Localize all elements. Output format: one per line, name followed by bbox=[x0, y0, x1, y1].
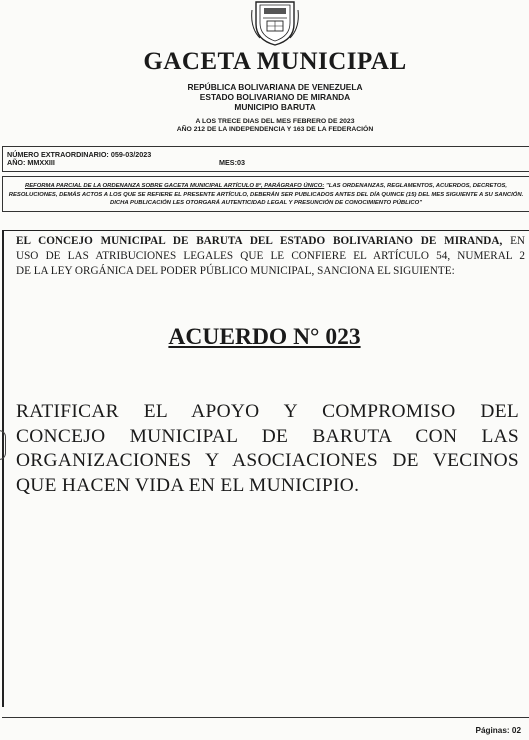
legal-notice-text bbox=[3, 182, 529, 208]
resolution-line: ORGANIZACIONES Y ASOCIACIONES DE VECINOS bbox=[16, 450, 519, 471]
state-line: ESTADO BOLIVARIANO DE MIRANDA bbox=[199, 92, 351, 102]
resolution-line: QUE HACEN VIDA EN EL MUNICIPIO. bbox=[16, 474, 360, 496]
issue-year: AÑO: MMXXIII bbox=[7, 158, 55, 167]
legal-notice-line1: "LAS ORDENANZAS, REGLAMENTOS, ACUERDOS, DECRETOS, bbox=[324, 183, 508, 189]
footer-divider bbox=[2, 717, 529, 718]
issue-number: NÚMERO EXTRAORDINARIO: 059-03/2023 bbox=[7, 150, 152, 159]
legal-notice-reference: REFORMA PARCIAL DE LA ORDENANZA SOBRE GACETA MUNICIPAL ARTÍCULO 8º, PARÁGRAFO ÚNICO: bbox=[24, 183, 325, 189]
municipality-line: MUNICIPIO BARUTA bbox=[234, 102, 316, 112]
issue-month: MES:03 bbox=[219, 158, 245, 167]
preamble-line2: USO DE LAS ATRIBUCIONES LEGALES QUE LE CONFIERE EL ARTÍCULO 54, NUMERAL 2 bbox=[16, 249, 525, 262]
resolution-text bbox=[16, 400, 519, 498]
legal-notice-line3: DICHA PUBLICACIÓN LES OTORGARÁ AUTENTICIDAD LEGAL Y PRESUNCIÓN DE CONOCIMIENTO PÚBLICO" bbox=[109, 200, 423, 207]
independence-year-line: AÑO 212 DE LA INDEPENDENCIA Y 163 DE LA FEDERACIÓN bbox=[176, 126, 374, 133]
preamble-line3: DE LA LEY ORGÁNICA DEL PODER PÚBLICO MUNICIPAL, SANCIONA EL SIGUIENTE: bbox=[16, 264, 455, 277]
binding-mark bbox=[0, 430, 6, 460]
preamble bbox=[16, 234, 525, 278]
gazette-title: GACETA MUNICIPAL bbox=[143, 48, 407, 75]
council-name: EL CONCEJO MUNICIPAL DE BARUTA DEL ESTADO BOLIVARIANO DE MIRANDA, bbox=[16, 235, 503, 247]
issue-info-box bbox=[2, 146, 529, 172]
page-count: Páginas: 02 bbox=[475, 726, 521, 735]
resolution-line: RATIFICAR EL APOYO Y COMPROMISO DEL bbox=[16, 401, 519, 422]
preamble-line1-end: EN bbox=[502, 235, 525, 247]
resolution-line: CONCEJO MUNICIPAL DE BARUTA CON LAS bbox=[16, 425, 519, 447]
date-line: A LOS TRECE DIAS DEL MES FEBRERO DE 2023 bbox=[195, 118, 355, 125]
agreement-title: ACUERDO N° 023 bbox=[168, 324, 361, 350]
legal-notice-line2: RESOLUCIONES, DEMÁS ACTOS A LOS QUE SE REFIERE EL PRESENTE ARTÍCULO, DEBERÁN SER PUBLICADOS ANTES DEL DÍA QUINCE (15) DEL MES SIGUIENTE A SU SANCIÓN. bbox=[8, 191, 524, 198]
legal-notice-box bbox=[2, 176, 529, 212]
country-line: REPÚBLICA BOLIVARIANA DE VENEZUELA bbox=[187, 82, 363, 92]
municipal-coat-of-arms-icon bbox=[250, 0, 300, 46]
